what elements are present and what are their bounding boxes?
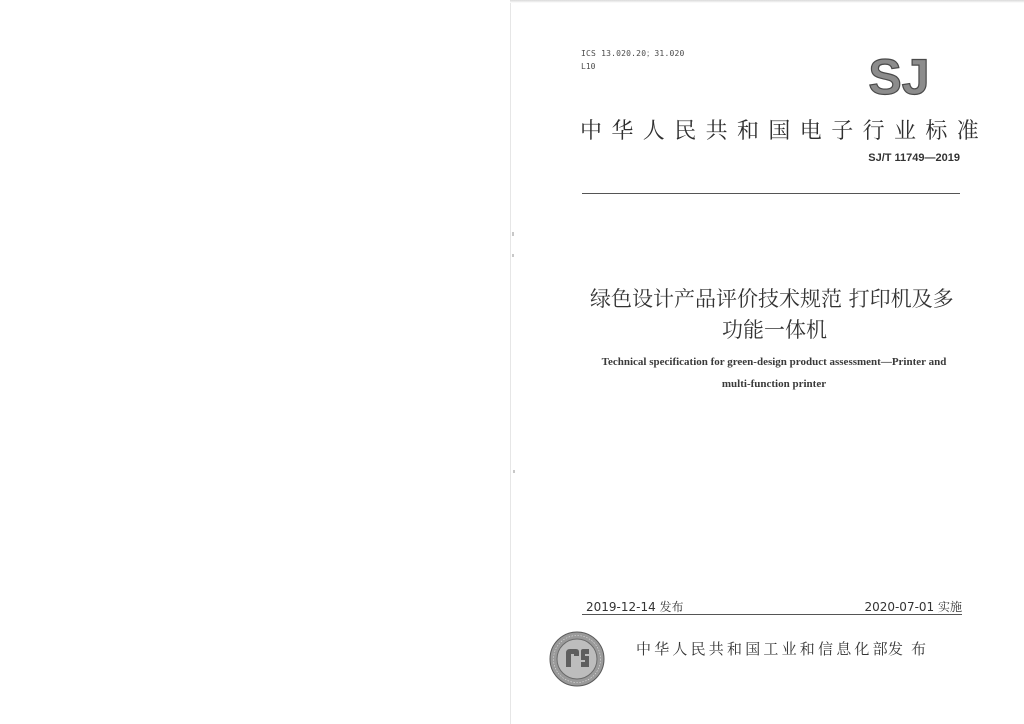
scan-speck [512,254,514,257]
publish-label: 发布 [888,640,935,658]
issuing-authority: 中华人民共和国工业和信息化部 [636,640,891,658]
scan-top-edge [510,0,1024,3]
english-title-line-1: Technical specification for green-design product assessment—Printer and [601,356,947,368]
ccs-code: L10 [581,62,596,71]
sj-logo-text: SJ [868,50,930,100]
header-divider [582,193,960,194]
scan-speck [513,470,515,473]
issue-date: 2019-12-14 发布 [586,600,684,614]
chinese-title-line-2: 功能一体机 [722,318,827,342]
english-title-line-2: multi-function printer [721,378,827,390]
standard-type: 中华人民共和国电子行业标准 [580,119,989,144]
page-fold-line [510,0,511,724]
chinese-title-line-1: 绿色设计产品评价技术规范 打印机及多 [590,287,954,311]
ics-code: ICS 13.020.20；31.020 [581,49,685,58]
scan-speck [512,232,514,236]
standard-code: SJ/T 11749—2019 [868,152,960,164]
footer-divider [582,614,962,615]
sj-logo [858,50,940,100]
ministry-seal-icon [549,631,605,687]
implementation-date: 2020-07-01 实施 [864,600,962,614]
